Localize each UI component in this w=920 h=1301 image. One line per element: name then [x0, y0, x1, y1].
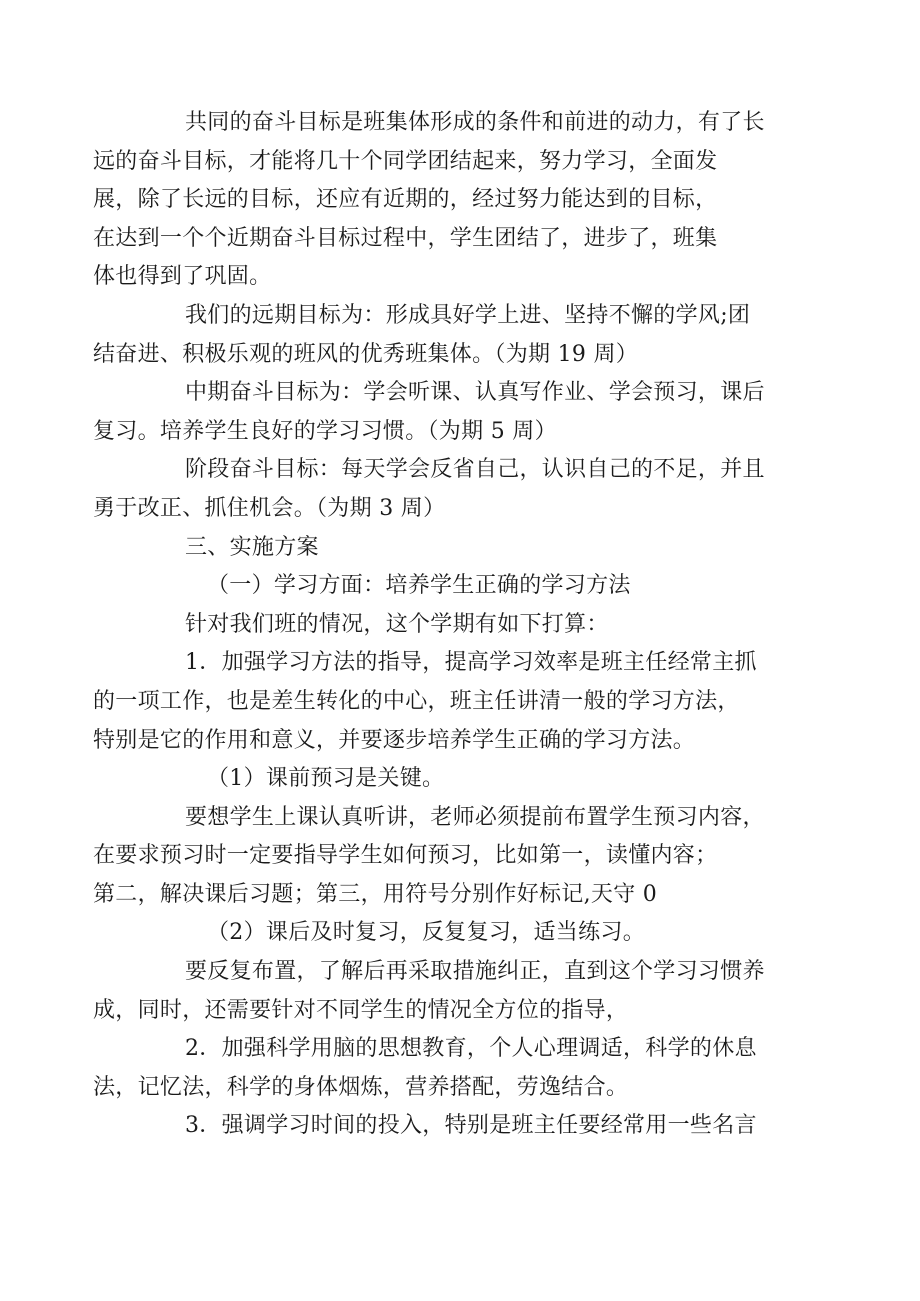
paragraph-plan-intro	[139, 606, 799, 645]
text-line: 法，记忆法，科学的身体烟炼，营养搭配，劳逸结合。	[93, 1074, 629, 1100]
text-line: 勇于改正、抓住机会。（为期 3 周）	[93, 495, 446, 521]
text-line: 要想学生上课认真听讲，老师必须提前布置学生预习内容，	[185, 804, 765, 830]
section-heading-implementation	[139, 529, 799, 568]
text-line: 阶段奋斗目标：每天学会反省自己，认识自己的不足，并且	[185, 457, 765, 483]
text-line: 体也得到了巩固。	[93, 264, 272, 290]
text-line: 展，除了长远的目标，还应有近期的，经过努力能达到的目标，	[93, 187, 718, 213]
paragraph-stage-goal	[93, 451, 799, 528]
text-line: 第二，解决课后习题；第三，用符号分别作好标记,天守 0	[93, 881, 658, 907]
heading-text: （2）课后及时复习，反复复习，适当练习。	[207, 920, 645, 946]
text-line: 3．强调学习时间的投入，特别是班主任要经常用一些名言	[185, 1113, 757, 1139]
text-line: 我们的远期目标为：形成具好学上进、坚持不懈的学风;团	[185, 302, 751, 328]
text-line: 2．加强科学用脑的思想教育，个人心理调适，科学的休息	[185, 1036, 757, 1062]
text-line: 成，同时，还需要针对不同学生的情况全方位的指导，	[93, 997, 629, 1023]
heading-text: （1）课前预习是关键。	[207, 766, 445, 792]
paragraph-mid-term-goal	[93, 374, 799, 451]
text-line: 的一项工作，也是差生转化的中心，班主任讲清一般的学习方法，	[93, 688, 740, 714]
subitem-heading-review	[139, 914, 799, 953]
paragraph-item-2	[93, 1030, 799, 1107]
paragraph-preview-detail	[93, 799, 799, 915]
text-line: 共同的奋斗目标是班集体形成的条件和前进的动力，有了长	[185, 110, 765, 135]
paragraph-review-detail	[93, 953, 799, 1030]
paragraph-long-term-goal	[93, 297, 799, 374]
subitem-heading-preview	[139, 760, 799, 799]
text-line: 远的奋斗目标，才能将几十个同学团结起来，努力学习，全面发	[93, 148, 718, 174]
text-line: 在要求预习时一定要指导学生如何预习，比如第一，读懂内容；	[93, 843, 718, 869]
text-line: 针对我们班的情况，这个学期有如下打算：	[185, 611, 609, 637]
heading-text: （一）学习方面：培养学生正确的学习方法	[207, 573, 631, 599]
text-line: 结奋进、积极乐观的班风的优秀班集体。（为期 19 周）	[93, 341, 639, 367]
text-line: 1．加强学习方法的指导，提高学习效率是班主任经常主抓	[185, 650, 757, 676]
paragraph-item-1	[93, 644, 799, 760]
text-line: 中期奋斗目标为：学会听课、认真写作业、学会预习，课后	[185, 380, 765, 406]
subsection-heading-study	[139, 567, 799, 606]
paragraph-item-3	[139, 1107, 799, 1146]
paragraph-goals-intro	[93, 104, 799, 297]
text-line: 特别是它的作用和意义，并要逐步培养学生正确的学习方法。	[93, 727, 696, 753]
text-line: 要反复布置，了解后再采取措施纠正，直到这个学习习惯养	[185, 959, 765, 985]
heading-text: 三、实施方案	[185, 534, 319, 560]
text-line: 复习。培养学生良好的学习习惯。（为期 5 周）	[93, 418, 557, 444]
text-line: 在达到一个个近期奋斗目标过程中，学生团结了，进步了，班集	[93, 225, 718, 251]
document-body	[93, 104, 799, 1146]
